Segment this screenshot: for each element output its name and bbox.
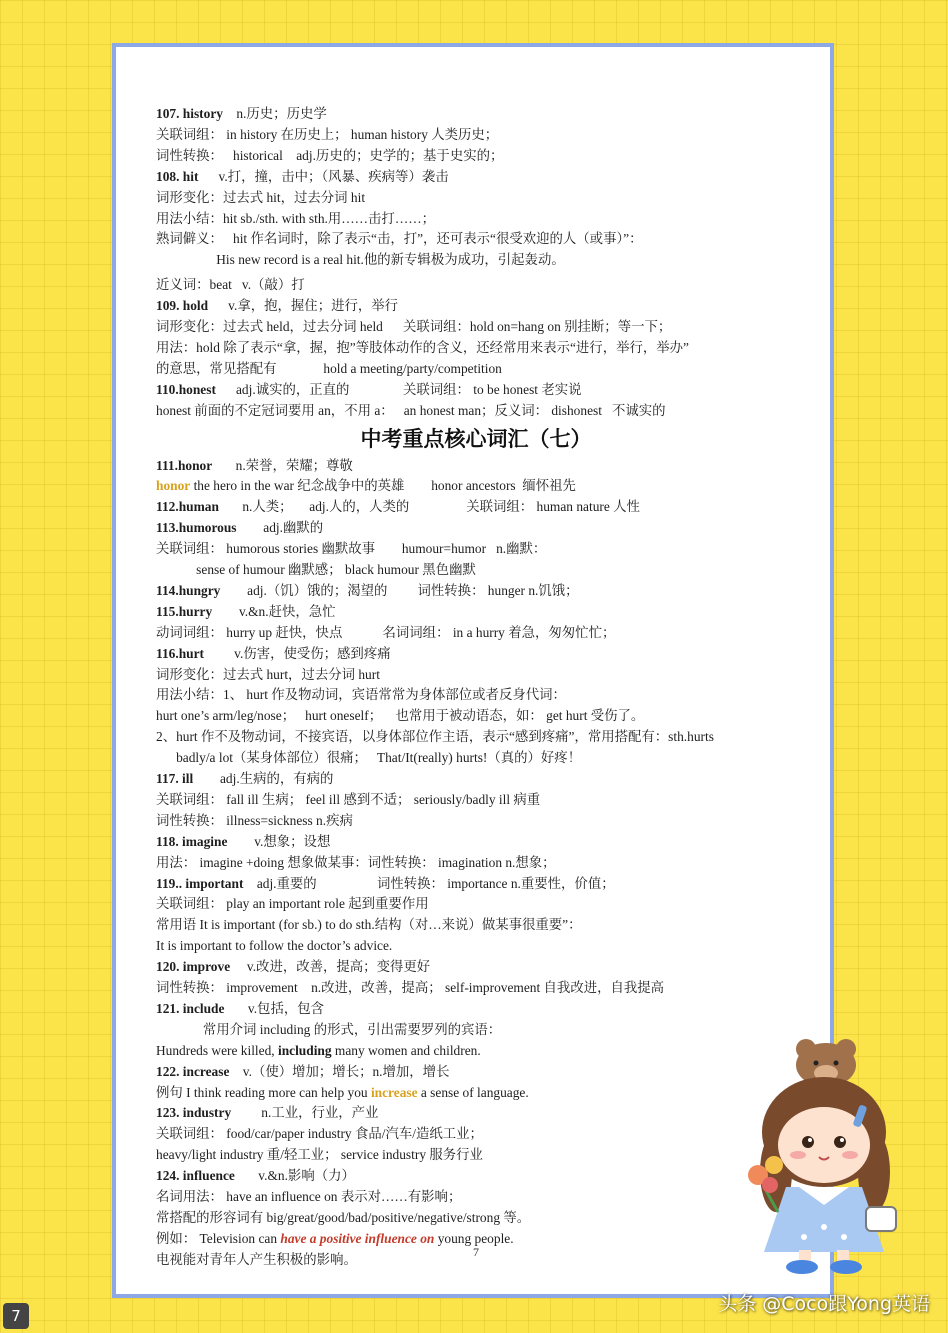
line-text: 词形变化：过去式 hit，过去分词 hit — [156, 189, 366, 205]
text-line — [156, 1000, 324, 1018]
section-title: 中考重点核心词汇（七） — [360, 426, 592, 451]
entry-headword: 122. increase — [156, 1063, 230, 1079]
entry-headword: 124. influence — [156, 1168, 235, 1184]
line-text: His new record is a real hit.他的新专辑极为成功，引起轰动。 — [156, 252, 565, 268]
text-line — [156, 1084, 529, 1102]
text-line — [156, 1209, 530, 1227]
line-text: 关联词组： humorous stories 幽默故事 humour=humor n.幽默： — [156, 541, 547, 557]
line-text: 常搭配的形容词有 big/great/good/bad/positive/negative/strong 等。 — [156, 1209, 531, 1225]
text-line — [156, 147, 503, 165]
line-text: honest 前面的不定冠词要用 an，不用 a： an honest man；反义词： dishonest 不诚实的 — [156, 402, 666, 418]
line-text: v.&n.赶快，急忙 — [212, 603, 336, 619]
entry-headword: 117. ill — [156, 771, 194, 786]
line-text: the hero in the war 纪念战争中的英雄 honor ancestors 缅怀祖先 — [190, 478, 576, 494]
text-line — [156, 189, 365, 207]
text-line — [156, 666, 380, 684]
entry-headword: 114.hungry — [156, 582, 221, 598]
text-line — [156, 603, 336, 621]
text-line — [156, 645, 391, 663]
text-line — [156, 540, 546, 558]
line-text: adj.（饥）饿的；渴望的 词性转换： hunger n.饥饿； — [220, 582, 579, 598]
line-text: v.想象；设想 — [227, 833, 331, 849]
text-line — [156, 1042, 481, 1060]
source-watermark: 头条 @Coco跟Yong英语 — [718, 1293, 930, 1315]
text-line — [156, 582, 579, 600]
line-text: adj.幽默的 — [236, 520, 324, 536]
page-badge: 7 — [3, 1303, 29, 1329]
line-text: 用法小结：1、 hurt 作及物动词，宾语常常为身体部位或者反身代词： — [156, 687, 566, 703]
entry-headword: 120. improve — [156, 959, 231, 975]
line-text: 关联词组： in history 在历史上； human history 人类历史； — [156, 126, 499, 142]
line-text: 词性转换： improvement n.改进，改善，提高； self-improvement 自我改进，自我提高 — [156, 980, 665, 995]
line-text: young people. — [434, 1230, 514, 1246]
text-line — [156, 833, 330, 851]
line-text: 词性转换： illness=sickness n.疾病 — [156, 812, 353, 828]
line-text: heavy/light industry 重/轻工业； service industry 服务行业 — [156, 1147, 483, 1163]
text-line — [156, 457, 353, 475]
cartoon-girl-illustration — [744, 1037, 914, 1277]
text-line — [156, 854, 556, 872]
text-line — [156, 624, 615, 642]
entry-headword: 119.. important — [156, 875, 244, 891]
text-line — [156, 360, 502, 378]
entry-headword: 110.honest — [156, 381, 216, 397]
line-text: v.（使）增加；增长；n.增加，增长 — [229, 1063, 450, 1079]
line-text: adj.生病的，有病的 — [193, 771, 334, 786]
text-line — [156, 381, 582, 399]
line-text: 电视能对青年人产生积极的影响。 — [156, 1251, 357, 1267]
line-text: adj.重要的 词性转换： importance n.重要性，价值； — [243, 875, 615, 891]
text-line — [156, 126, 498, 144]
line-text: adj.诚实的，正直的 关联词组： to be honest 老实说 — [215, 381, 582, 397]
line-text: 词形变化：过去式 held，过去分词 held 关联词组：hold on=hang on 别挂断；等一下； — [156, 319, 672, 334]
entry-headword: 116.hurt — [156, 645, 204, 661]
text-line — [156, 707, 644, 725]
line-text: 关联词组： food/car/paper industry 食品/汽车/造纸工业； — [156, 1126, 483, 1142]
line-text: 的意思，常见搭配有 hold a meeting/party/competition — [156, 360, 502, 376]
text-line — [156, 875, 615, 893]
highlighted-text: honor — [156, 478, 191, 494]
line-text: v.&n.影响（力） — [234, 1168, 355, 1184]
line-text: 近义词：beat v.（敲）打 — [156, 277, 305, 293]
line-text: sense of humour 幽默感； black humour 黑色幽默 — [156, 562, 476, 577]
line-text: n.荣誉，荣耀；尊敬 — [212, 457, 353, 473]
text-line — [156, 1146, 483, 1164]
line-text: 用法小结：hit sb./sth. with sth.用……击打……； — [156, 210, 435, 226]
line-text: 动词词组： hurry up 赶快，快点 名词词组： in a hurry 着急，匆匆忙忙； — [156, 624, 616, 640]
text-line — [156, 686, 566, 704]
text-line — [156, 728, 714, 746]
entry-headword: 115.hurry — [156, 603, 213, 619]
line-text: n.工业，行业，产业 — [231, 1105, 379, 1121]
entry-headword: 123. industry — [156, 1105, 232, 1121]
text-line — [156, 1188, 461, 1206]
line-text: many women and children. — [331, 1042, 481, 1058]
text-line — [156, 812, 353, 830]
line-text: 名词用法： have an influence on 表示对……有影响； — [156, 1189, 462, 1204]
text-line — [156, 498, 640, 516]
entry-headword: 112.human — [156, 499, 219, 515]
text-line — [156, 519, 323, 537]
text-line — [156, 979, 664, 997]
page-number: 7 — [473, 1245, 479, 1259]
text-line — [156, 230, 643, 248]
entry-headword: including — [277, 1042, 332, 1058]
entry-headword: 113.humorous — [156, 520, 237, 536]
line-text: n.历史；历史学 — [222, 106, 327, 121]
text-line — [156, 958, 430, 976]
text-line — [156, 937, 392, 955]
text-line — [156, 402, 666, 420]
line-text: Hundreds were killed, — [156, 1042, 278, 1058]
text-line — [156, 318, 671, 336]
line-text: 词性转换： historical adj.历史的；史学的；基于史实的； — [156, 147, 504, 163]
line-text: v.改进，改善，提高；变得更好 — [230, 959, 431, 975]
entry-headword: 118. imagine — [156, 833, 228, 849]
text-line — [156, 477, 576, 495]
line-text: v.包括，包含 — [224, 1000, 325, 1016]
text-line — [156, 1167, 355, 1185]
line-text: v.伤害，使受伤；感到疼痛 — [204, 645, 391, 661]
text-line — [156, 210, 435, 228]
text-line — [156, 561, 476, 579]
text-line — [156, 105, 327, 123]
text-line — [156, 251, 565, 269]
line-text: 用法： imagine +doing 想象做某事：词性转换： imagination n.想象； — [156, 854, 556, 870]
entry-headword: 111.honor — [156, 457, 213, 473]
entry-headword: 109. hold — [156, 298, 209, 314]
entry-headword: 121. include — [156, 1000, 225, 1016]
highlighted-text: increase — [370, 1084, 418, 1100]
text-line — [156, 1021, 501, 1039]
line-text: 熟词僻义： hit 作名词时，除了表示“击，打”，还可表示“很受欢迎的人（或事）”： — [156, 231, 643, 247]
worksheet-page — [112, 43, 834, 1298]
text-line — [156, 791, 540, 809]
text-line — [156, 916, 582, 934]
line-text: badly/a lot（某身体部位）很痛； That/It(really) hurts!（真的）好疼！ — [156, 750, 582, 766]
line-text: n.人类； adj.人的，人类的 关联词组： human nature 人性 — [218, 499, 640, 515]
text-line — [156, 1125, 483, 1143]
line-text: a sense of language. — [417, 1084, 529, 1100]
line-text: 用法：hold 除了表示“拿，握，抱”等肢体动作的含义，还经常用来表示“进行，举行，举办” — [156, 339, 689, 355]
line-text: 例句 I think reading more can help you — [156, 1084, 371, 1100]
line-text: 常用介词 including 的形式，引出需要罗列的宾语： — [156, 1021, 502, 1037]
line-text: 词形变化：过去式 hurt，过去分词 hurt — [156, 666, 380, 682]
line-text: v.拿，抱，握住；进行，举行 — [208, 298, 399, 314]
text-line — [156, 770, 333, 788]
line-text: 2、hurt 作不及物动词，不接宾语，以身体部位作主语，表示“感到疼痛”，常用搭配有：sth.hurts — [156, 729, 714, 745]
line-text: 例如： Television can — [156, 1230, 281, 1246]
line-text: hurt one’s arm/leg/nose； hurt oneself； 也常用于被动语态，如： get hurt 受伤了。 — [156, 708, 645, 724]
line-text: v.打，撞，击中；（风暴、疾病等）袭击 — [198, 168, 449, 184]
text-line — [156, 895, 429, 913]
text-line — [156, 297, 398, 315]
line-text: 常用语 It is important (for sb.) to do sth.结构（对…来说）做某事很重要”： — [156, 917, 582, 933]
text-line — [156, 276, 305, 294]
text-line — [156, 1104, 378, 1122]
highlighted-text: have a positive influence on — [280, 1230, 435, 1246]
entry-headword: 107. history — [156, 106, 223, 121]
line-text: 关联词组： play an important role 起到重要作用 — [156, 896, 429, 912]
line-text: It is important to follow the doctor’s advice. — [156, 938, 393, 954]
text-line — [156, 749, 581, 767]
entry-headword: 108. hit — [156, 168, 199, 184]
text-line — [156, 168, 449, 186]
line-text: 关联词组： fall ill 生病； feel ill 感到不适； seriously/badly ill 病重 — [156, 791, 541, 807]
text-line — [156, 1063, 449, 1081]
text-line — [156, 339, 689, 357]
